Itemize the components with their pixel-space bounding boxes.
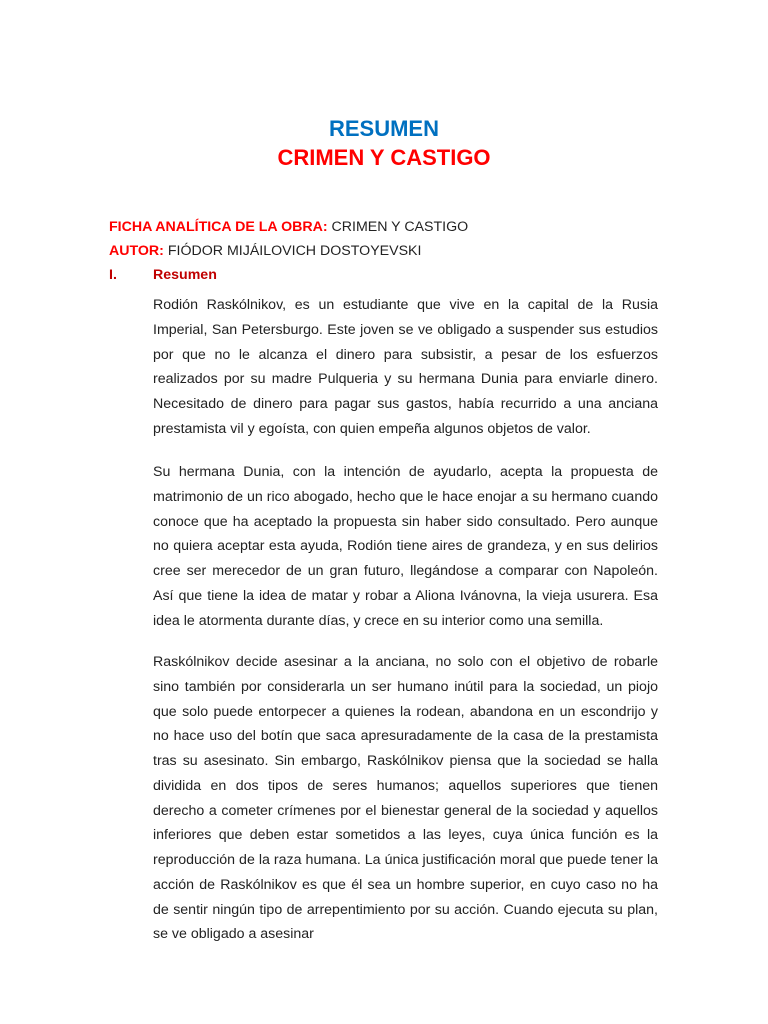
ficha-analitica-label: FICHA ANALÍTICA DE LA OBRA: bbox=[109, 219, 328, 235]
autor-label: AUTOR: bbox=[109, 243, 164, 259]
paragraph-1: Rodión Raskólnikov, es un estudiante que vive en la capital de la Rusia Imperial, San Petersburgo. Este joven se ve obligado a suspender sus estudios por que no le alcanza el dinero para subsistir, a pesar de los esfuerzos realizados por su madre Pulqueria y su hermana Dunia para enviarle dinero. Necesitado de dinero para pagar sus gastos, había recurrido a una anciana prestamista vil y egoísta, con quien empeña algunos objetos de valor. bbox=[153, 297, 658, 437]
section-number: I. bbox=[109, 267, 117, 283]
document-title-resumen: RESUMEN bbox=[328, 116, 439, 141]
ficha-analitica-line bbox=[109, 218, 468, 236]
section-heading-resumen bbox=[109, 266, 217, 284]
paragraph-2: Su hermana Dunia, con la intención de ayudarlo, acepta la propuesta de matrimonio de un rico abogado, hecho que le hace enojar a su hermano cuando conoce que ha aceptado la propuesta sin haber sido consultado. Pero aunque no quiera aceptar esta ayuda, Rodión tiene aires de grandeza, y en sus delirios cree ser merecedor de un gran futuro, llegándose a comparar con Napoleón. Así que tiene la idea de matar y robar a Aliona Ivánovna, la vieja usurera. Esa idea le atormenta durante días, y crece en su interior como una semilla. bbox=[153, 464, 658, 629]
autor-line bbox=[109, 242, 421, 260]
paragraph-3: Raskólnikov decide asesinar a la anciana, no solo con el objetivo de robarle sino también por considerarla un ser humano inútil para la sociedad, un piojo que solo puede entorpecer a quienes la rodean, abandona en un escondrijo y no hace uso del botín que saca apresuradamente de la casa de la prestamista tras su asesinato. Sin embargo, Raskólnikov piensa que la sociedad se halla dividida en dos tipos de seres humanos; aquellos superiores que tienen derecho a cometer crímenes por el bienestar general de la sociedad y aquellos inferiores que deben estar sometidos a las leyes, cuya única función es la reproducción de la raza humana. La única justificación moral que puede tener la acción de Raskólnikov es que él sea un hombre superior, en cuyo caso no ha de sentir ningún tipo de arrepentimiento por su acción. Cuando ejecuta su plan, se ve obligado a asesinar bbox=[153, 654, 658, 943]
ficha-analitica-value: CRIMEN Y CASTIGO bbox=[327, 219, 469, 235]
section-title: Resumen bbox=[153, 267, 217, 283]
document-title-book: CRIMEN Y CASTIGO bbox=[277, 145, 491, 170]
autor-value: FIÓDOR MIJÁILOVICH DOSTOYEVSKI bbox=[163, 243, 422, 259]
